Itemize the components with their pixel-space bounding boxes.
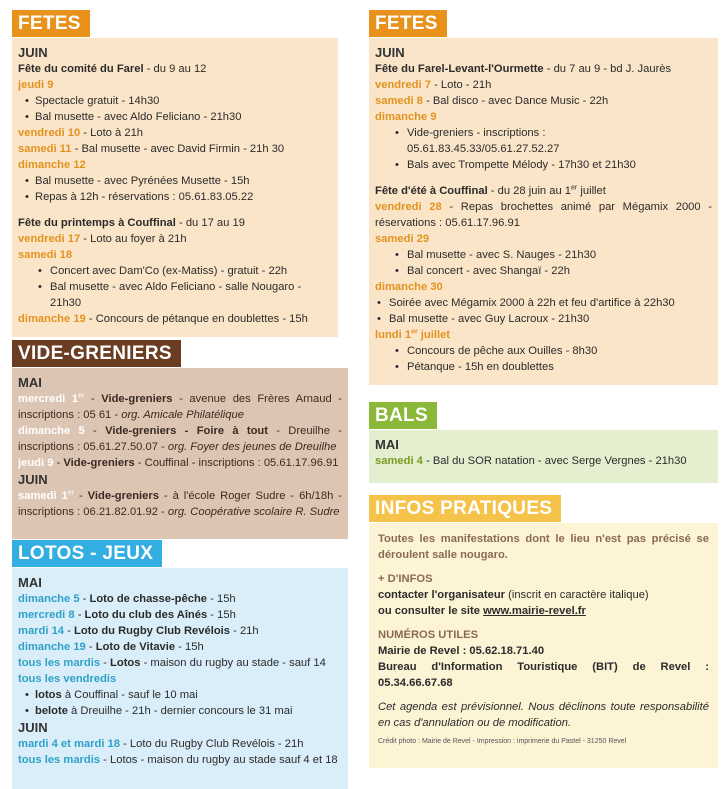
month-label: MAI <box>18 375 42 390</box>
list-item: • Soirée avec Mégamix 2000 à 22h et feu d'artifice à 22h30 <box>375 295 712 311</box>
event-title: Fête du comité du Farel - du 9 au 12 <box>18 63 207 75</box>
event-day: vendredi 28 - Repas brochettes animé par Mégamix 2000 - réservations : 05.61.17.96.91 <box>375 201 713 229</box>
list-item-continuation: 21h30 <box>50 297 82 309</box>
month-label: JUIN <box>18 720 48 735</box>
infos-header: INFOS PRATIQUES <box>369 495 561 522</box>
list-item: tous les mardis - Lotos - maison du rugby au stade sauf 4 et 18 <box>18 754 338 766</box>
list-item: • Bal musette - avec S. Nauges - 21h30 <box>375 247 712 263</box>
event-day: dimanche 12 <box>18 159 86 171</box>
event-day: vendredi 10 - Loto à 21h <box>18 127 144 139</box>
month-label: JUIN <box>18 45 48 60</box>
event-day: vendredi 17 - Loto au foyer à 21h <box>18 233 187 245</box>
fetes-right-box <box>369 38 718 385</box>
infos-section <box>369 495 718 768</box>
event-day: jeudi 9 <box>18 79 54 91</box>
mairie-phone: Mairie de Revel : 05.62.18.71.40 <box>378 645 545 657</box>
list-item: samedi 1er - Vide-greniers - à l'école Roger Sudre - 6h/18h - inscriptions : 06.21.82.01.92 - org. Coopérative scolaire R. Sudre <box>18 489 342 518</box>
event-day: vendredi 7 - Loto - 21h <box>375 79 492 91</box>
event-title: Fête du Farel-Levant-l'Ourmette - du 7 au 9 - bd J. Jaurès <box>375 63 672 75</box>
event-day: samedi 18 <box>18 249 73 261</box>
fetes-left-box <box>12 38 338 337</box>
list-item: mercredi 8 - Loto du club des Aînés - 15h <box>18 609 236 621</box>
fetes-right-header: FETES <box>369 10 447 37</box>
fetes-left-section <box>12 10 338 337</box>
lotos-header: LOTOS - JEUX <box>12 540 162 567</box>
list-item: mercredi 1er - Vide-greniers - avenue des Frères Arnaud - inscriptions : 05 61 - org. Amicale Philatélique <box>18 392 343 421</box>
list-item: dimanche 5 - Loto de chasse-pêche - 15h <box>18 593 236 605</box>
list-item: • Bal musette - avec Guy Lacroux - 21h30 <box>375 311 712 327</box>
site-line: ou consulter le site www.mairie-revel.fr <box>378 605 586 617</box>
event-day: dimanche 19 - Concours de pétanque en doublettes - 15h <box>18 313 308 325</box>
month-label: MAI <box>375 437 399 452</box>
event-day: samedi 8 - Bal disco - avec Dance Music - 22h <box>375 95 609 107</box>
event-day: samedi 11 - Bal musette - avec David Firmin - 21h 30 <box>18 143 285 155</box>
numeros-heading: NUMÉROS UTILES <box>378 629 479 641</box>
credits: Crédit photo : Mairie de Revel - Impression : imprimerie du Pastel - 31250 Revel <box>378 738 627 745</box>
event-day: lundi 1er juillet <box>375 328 451 341</box>
list-item: • Concours de pêche aux Ouilles - 8h30 <box>375 343 712 359</box>
list-item: tous les mardis - Lotos - maison du rugby au stade - sauf 14 <box>18 657 326 669</box>
fetes-right-section <box>369 10 718 385</box>
list-item: • belote à Dreuilhe - 21h - dernier concours le 31 mai <box>18 703 342 719</box>
list-item: • Bals avec Trompette Mélody - 17h30 et 21h30 <box>375 157 712 173</box>
list-item: • Repas à 12h - réservations : 05.61.83.05.22 <box>18 189 332 205</box>
bureau-phone: Bureau d'Information Touristique (BIT) de Revel : 05.34.66.67.68 <box>378 661 709 689</box>
infos-intro: Toutes les manifestations dont le lieu n'est pas précisé se déroulent salle nougaro. <box>378 533 709 561</box>
website-link[interactable]: www.mairie-revel.fr <box>483 605 586 617</box>
list-item-continuation: 05.61.83.45.33/05.61.27.52.27 <box>407 143 560 155</box>
bals-section <box>369 402 718 483</box>
month-label: MAI <box>18 575 42 590</box>
list-item: • Bal concert - avec Shangaï - 22h <box>375 263 712 279</box>
list-item: • Bal musette - avec Aldo Feliciano - 21h30 <box>18 109 332 125</box>
event-day: samedi 29 <box>375 233 430 245</box>
lotos-section <box>12 540 348 789</box>
event-day: dimanche 9 <box>375 111 437 123</box>
list-item: • Concert avec Dam'Co (ex-Matiss) - gratuit - 22h <box>18 263 332 279</box>
lotos-box <box>12 568 348 789</box>
vide-greniers-section <box>12 340 348 539</box>
list-item: mardi 14 - Loto du Rugby Club Revélois - 21h <box>18 625 259 637</box>
list-item: • lotos à Couffinal - sauf le 10 mai <box>18 687 342 703</box>
bals-box <box>369 430 718 483</box>
contact-line: contacter l'organisateur (inscrit en caractère italique) <box>378 589 649 601</box>
month-label: JUIN <box>18 472 48 487</box>
list-item: jeudi 9 - Vide-greniers - Couffinal - inscriptions : 05.61.17.96.91 <box>18 457 339 469</box>
list-item: • Bal musette - avec Pyrénées Musette - 15h <box>18 173 332 189</box>
plus-infos-heading: + D'INFOS <box>378 573 433 585</box>
list-item: • Vide-greniers - inscriptions : <box>375 125 712 141</box>
list-item: samedi 4 - Bal du SOR natation - avec Serge Vergnes - 21h30 <box>375 455 687 467</box>
vide-greniers-header: VIDE-GRENIERS <box>12 340 181 367</box>
list-item: dimanche 19 - Loto de Vitavie - 15h <box>18 641 204 653</box>
month-label: JUIN <box>375 45 405 60</box>
event-title: Fête d'été à Couffinal - du 28 juin au 1er juillet <box>375 184 606 197</box>
list-item: tous les vendredis <box>18 673 117 685</box>
list-item: • Pétanque - 15h en doublettes <box>375 359 712 375</box>
bals-header: BALS <box>369 402 437 429</box>
infos-box <box>369 523 718 768</box>
event-day: dimanche 30 <box>375 281 443 293</box>
list-item: • Spectacle gratuit - 14h30 <box>18 93 332 109</box>
agenda-disclaimer: Cet agenda est prévisionnel. Nous déclinons toute responsabilité en cas d'annulation ou de modification. <box>378 701 709 729</box>
vide-greniers-box <box>12 368 348 539</box>
fetes-left-header: FETES <box>12 10 90 37</box>
list-item: mardi 4 et mardi 18 - Loto du Rugby Club Revélois - 21h <box>18 738 304 750</box>
list-item: • Bal musette - avec Aldo Feliciano - salle Nougaro - <box>18 279 332 295</box>
list-item: dimanche 5 - Vide-greniers - Foire à tout - Dreuilhe - inscriptions : 05.61.27.50.07 - org. Foyer des jeunes de Dreuilhe <box>18 425 342 453</box>
event-title: Fête du printemps à Couffinal - du 17 au 19 <box>18 217 245 229</box>
